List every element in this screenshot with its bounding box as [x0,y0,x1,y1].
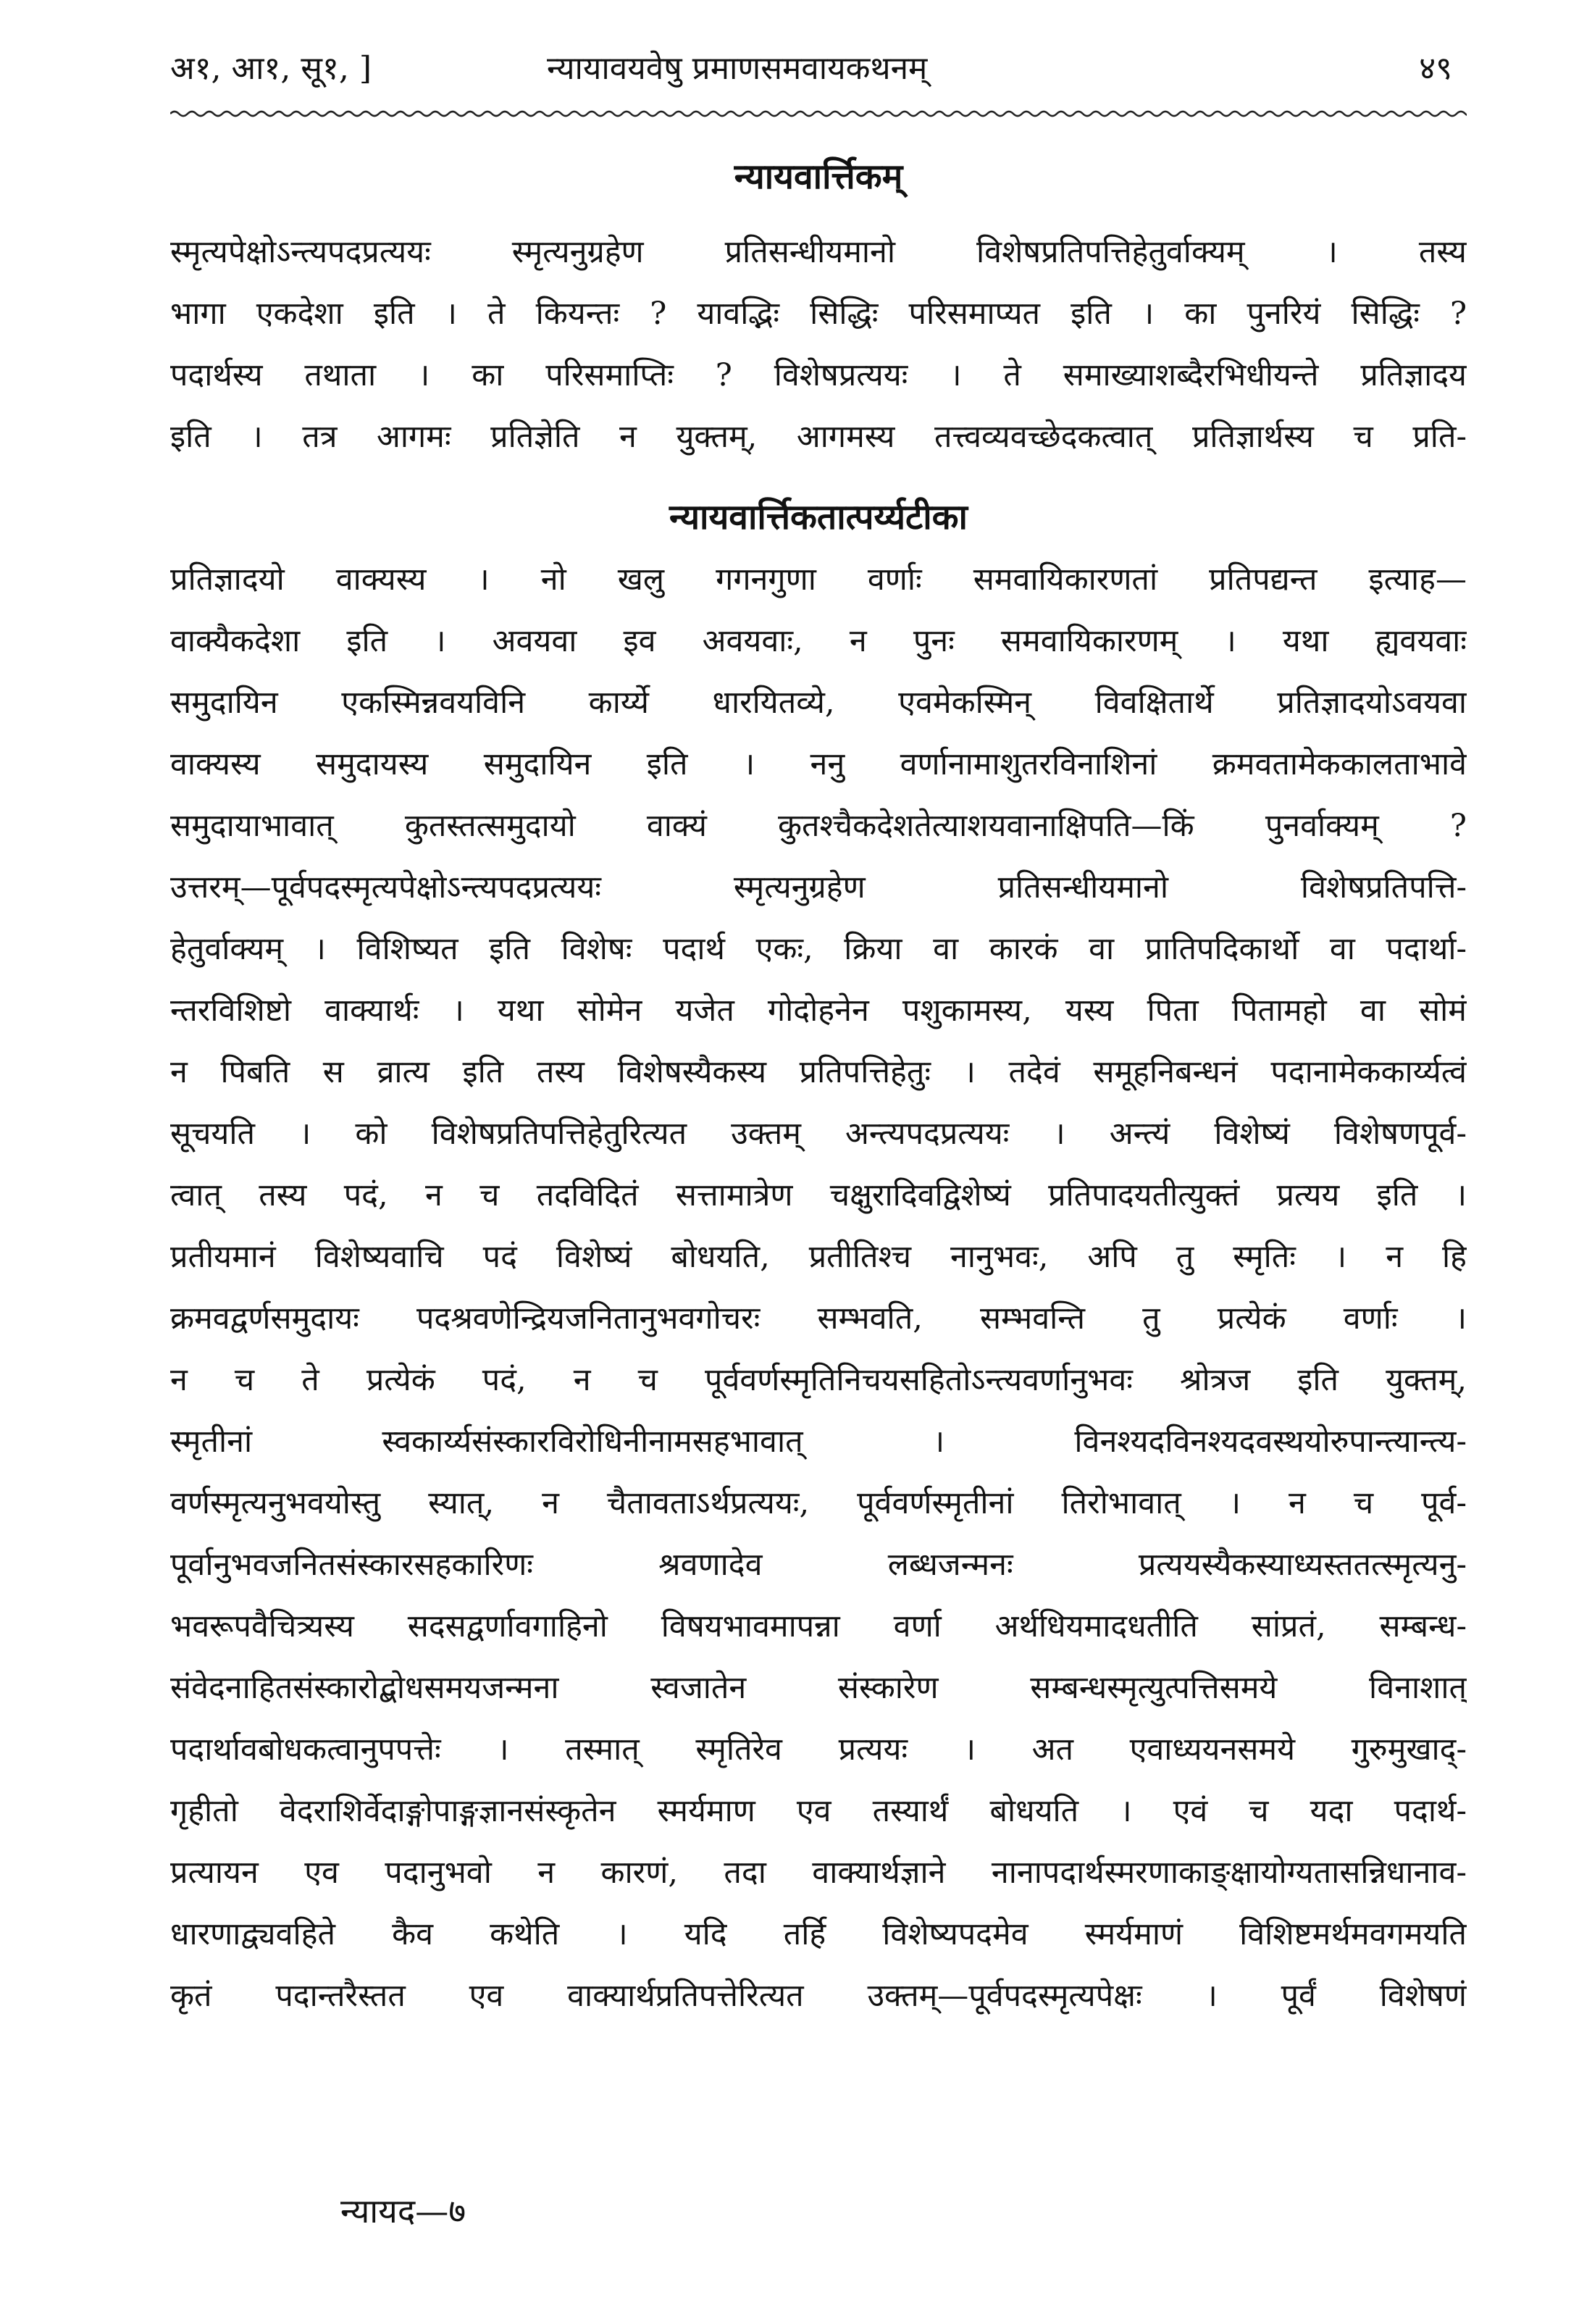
tika-line: वाक्यैकदेशा इति । अवयवा इव अवयवाः, न पुनः समवायिकारणम् । यथा ह्यवयवाः [170,623,1467,659]
header-title: न्यायावयवेषु प्रमाणसमवायकथनम् [547,50,928,87]
tika-line: स्मृतीनां स्वकार्य्यसंस्कारविरोधिनीनामसहभावात् । विनश्यदविनश्यदवस्थयोरुपान्त्यान्त्य- [170,1424,1467,1460]
tika-line: संवेदनाहितसंस्कारोद्बोधसमयजन्मना स्वजातेन संस्कारेण सम्बन्धस्मृत्युत्पत्तिसमये विनाशात् [170,1670,1467,1706]
page-number: ४९ [1419,50,1452,87]
vartika-line-3: पदार्थस्य तथाता । का परिसमाप्तिः ? विशेषप्रत्ययः । ते समाख्याशब्दैरभिधीयन्ते प्रतिज्ञादय [170,357,1467,393]
vartika-title: न्यायवार्त्तिकम् [734,156,903,197]
tika-line: वाक्यस्य समुदायस्य समुदायिन इति । ननु वर्णानामाशुतरविनाशिनां क्रमवतामेककालताभावे [170,746,1467,782]
tika-line: हेतुर्वाक्यम् । विशिष्यत इति विशेषः पदार्थ एकः, क्रिया वा कारकं वा प्रातिपदिकार्थो वा पदार्था- [170,931,1467,967]
tika-line: न पिबति स व्रात्य इति तस्य विशेषस्यैकस्य प्रतिपत्तिहेतुः । तदेवं समूहनिबन्धनं पदानामेककार्य्यत्वं [170,1054,1467,1090]
vartika-line-2: भागा एकदेशा इति । ते कियन्तः ? यावद्भिः सिद्धिः परिसमाप्यत इति । का पुनरियं सिद्धिः ? [170,296,1467,332]
running-header [170,38,1467,103]
vartika-line-4: इति । तत्र आगमः प्रतिज्ञेति न युक्तम्, आगमस्य तत्त्वव्यवच्छेदकत्वात् प्रतिज्ञार्थस्य च प्रति- [170,419,1467,455]
tika-line: धारणाद्व्यवहिते कैव कथेति । यदि तर्हि विशेष्यपदमेव स्मर्यमाणं विशिष्टमर्थमवगमयति [170,1916,1467,1952]
tika-line: समुदायाभावात् कुतस्तत्समुदायो वाक्यं कुतश्चैकदेशतेत्याशयवानाक्षिपति—किं पुनर्वाक्यम् ? [170,808,1467,844]
tika-line: समुदायिन एकस्मिन्नवयविनि कार्य्ये धारयितव्ये, एवमेकस्मिन् विवक्षितार्थे प्रतिज्ञादयोऽवयवा [170,685,1467,721]
vartika-line-1: स्मृत्यपेक्षोऽन्त्यपदप्रत्ययः स्मृत्यनुग्रहेण प्रतिसन्धीयमानो विशेषप्रतिपत्तिहेतुर्वाक्यम् । तस्य [170,234,1467,270]
tika-title: न्यायवार्त्तिकतात्पर्य्यटीका [669,497,968,538]
tika-line: त्वात् तस्य पदं, न च तदविदितं सत्तामात्रेण चक्षुरादिवद्विशेष्यं प्रतिपादयतीत्युक्तं प्रत्यय इति । [170,1177,1467,1213]
tika-line: प्रतिज्ञादयो वाक्यस्य । नो खलु गगनगुणा वर्णाः समवायिकारणतां प्रतिपद्यन्त इत्याह— [170,561,1467,598]
tika-line: प्रत्यायन एव पदानुभवो न कारणं, तदा वाक्यार्थज्ञाने नानापदार्थस्मरणाकाङ्क्षायोग्यतासन्निधानाव- [170,1855,1467,1891]
tika-line: गृहीतो वेदराशिर्वेदाङ्गोपाङ्गज्ञानसंस्कृतेन स्मर्यमाण एव तस्यार्थं बोधयति । एवं च यदा पदार्थ- [170,1793,1467,1829]
tika-line: उत्तरम्—पूर्वपदस्मृत्यपेक्षोऽन्त्यपदप्रत्ययः स्मृत्यनुग्रहेण प्रतिसन्धीयमानो विशेषप्रतिपत्ति- [170,869,1467,906]
tika-line: पदार्थावबोधकत्वानुपपत्तेः । तस्मात् स्मृतिरेव प्रत्ययः । अत एवाध्ययनसमये गुरुमुखाद्- [170,1731,1467,1768]
tika-line: पूर्वानुभवजनितसंस्कारसहकारिणः श्रवणादेव लब्धजन्मनः प्रत्ययस्यैकस्याध्यस्ततत्स्मृत्यनु- [170,1547,1467,1583]
tika-line: कृतं पदान्तरैस्तत एव वाक्यार्थप्रतिपत्तेरित्यत उक्तम्—पूर्वपदस्मृत्यपेक्षः । पूर्वं विशेषणं [170,1978,1467,2014]
tika-line: न्तरविशिष्टो वाक्यार्थः । यथा सोमेन यजेत गोदोहनेन पशुकामस्य, यस्य पिता पितामहो वा सोमं [170,992,1467,1029]
tika-line: भवरूपवैचित्र्यस्य सदसद्वर्णावगाहिनो विषयभावमापन्ना वर्णा अर्थधियमादधतीति सांप्रतं, सम्बन्ध- [170,1608,1467,1644]
tika-line: प्रतीयमानं विशेष्यवाचि पदं विशेष्यं बोधयति, प्रतीतिश्च नानुभवः, अपि तु स्मृतिः । न हि [170,1239,1467,1275]
header-wavy-rule [170,109,1467,119]
header-reference: अ१, आ१, सू१, ] [170,50,372,87]
tika-line: वर्णस्मृत्यनुभवयोस्तु स्यात्, न चैतावताऽर्थप्रत्ययः, पूर्ववर्णस्मृतीनां तिरोभावात् । न च पूर्व- [170,1485,1467,1521]
tika-line: न च ते प्रत्येकं पदं, न च पूर्ववर्णस्मृतिनिचयसहितोऽन्त्यवर्णानुभवः श्रोत्रज इति युक्तम्, [170,1362,1467,1398]
tika-line: सूचयति । को विशेषप्रतिपत्तिहेतुरित्यत उक्तम् अन्त्यपदप्रत्ययः । अन्त्यं विशेष्यं विशेषणपूर्व- [170,1116,1467,1152]
signature-mark: न्यायद—७ [340,2191,466,2231]
tika-line: क्रमवद्वर्णसमुदायः पदश्रवणेन्द्रियजनितानुभवगोचरः सम्भवति, सम्भवन्ति तु प्रत्येकं वर्णाः । [170,1300,1467,1337]
